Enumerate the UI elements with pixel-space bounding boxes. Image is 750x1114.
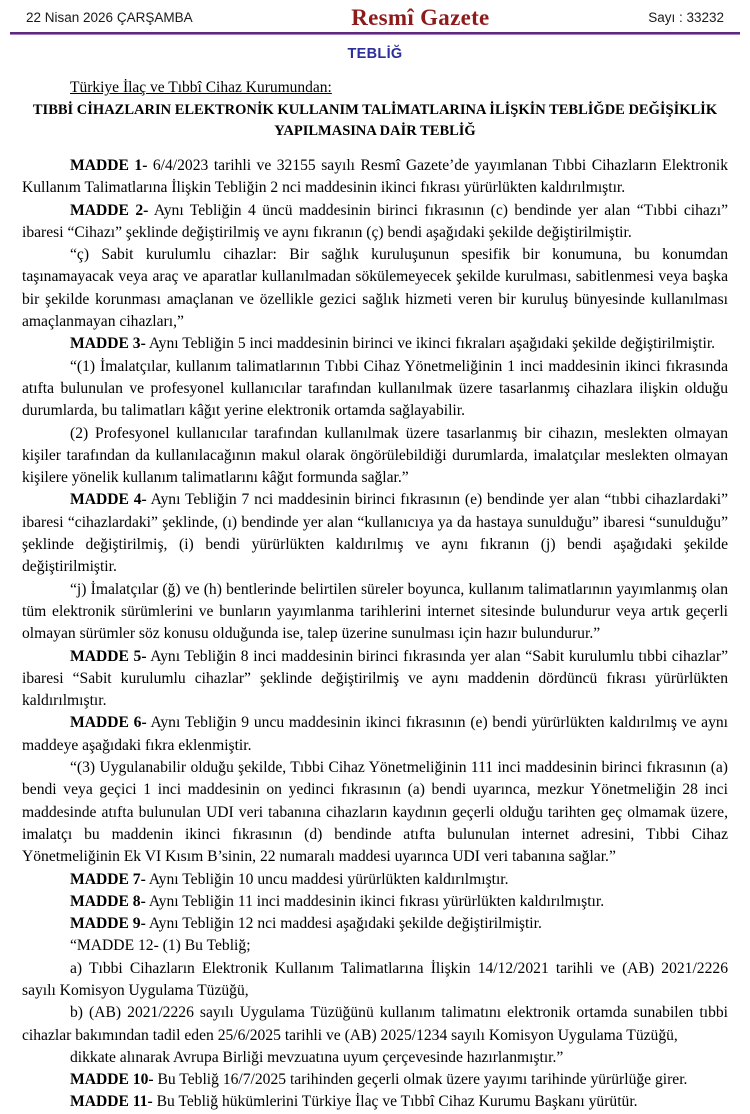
header-divider: [10, 32, 740, 35]
paragraph: MADDE 10- Bu Tebliğ 16/7/2025 tarihinden geçerli olmak üzere yayımı tarihinde yürürlüğe girer.: [70, 1071, 688, 1089]
paragraph: MADDE 3- Aynı Tebliğin 5 inci maddesinin birinci ve ikinci fıkraları aşağıdaki şekilde değiştirilmiştir.: [70, 335, 716, 353]
paragraph: “j) İmalatçılar (ğ) ve (h) bentlerinde belirtilen süreler boyunca, kullanım talimatlarının yayımlanmış olan tüm elektronik sürümlerini ve bunların yayımlanma tarihlerini internet sitesinde bulundurur veya artık geçerli olmayan sürümler söz konusu olduğunda ise, talep üzerine sunulması için hazır bulundurur.”: [22, 580, 728, 643]
article-number: MADDE 3-: [70, 335, 146, 353]
article-number: MADDE 11-: [70, 1093, 153, 1111]
paragraph: MADDE 1- 6/4/2023 tarihli ve 32155 sayılı Resmî Gazete’de yayımlanan Tıbbi Cihazların Elektronik Kullanım Talimatlarına İlişkin Tebliğin 2 nci maddesinin ikinci fıkrası yürürlükten kaldırılmıştır.: [22, 157, 728, 197]
article-number: MADDE 5-: [70, 647, 147, 665]
paragraph: “(1) İmalatçılar, kullanım talimatlarının Tıbbi Cihaz Yönetmeliğinin 1 inci maddesinin ikinci fıkrasında atıfta bulunulan ve profesyonel kullanıcılar tarafından kullanılmak üzere tasarlanmış cihazlara ilişkin olduğu durumlarda, bu talimatları kâğıt yerine elektronik ortamda sağlayabilir.: [22, 357, 728, 420]
paragraph: MADDE 5- Aynı Tebliğin 8 inci maddesinin birinci fıkrasında yer alan “Sabit kurulumlu tıbbi cihazlar” ibaresi “Sabit kurulumlu cihazlar” şeklinde değiştirilmiş ve aynı maddenin dördüncü fıkrası yürürlükten kaldırılmıştır.: [22, 647, 728, 710]
notice-body: [22, 155, 728, 1114]
issuer-line: Türkiye İlaç ve Tıbbî Cihaz Kurumundan:: [70, 79, 332, 96]
notice-title-line-1: TIBBİ CİHAZLARIN ELEKTRONİK KULLANIM TALİMATLARINA İLİŞKİN TEBLİĞDE DEĞİŞİKLİK: [32, 102, 718, 118]
article-number: MADDE 4-: [70, 491, 147, 509]
section-heading: TEBLİĞ: [347, 46, 403, 62]
article-number: MADDE 7-: [70, 870, 146, 888]
gazette-date: 22 Nisan 2026 ÇARŞAMBA: [26, 10, 193, 25]
paragraph: b) (AB) 2021/2226 sayılı Uygulama Tüzüğünü kullanım talimatını elektronik ortamda sunabilen tıbbi cihazlar bakımından tadil eden 25/6/2025 tarihli ve (AB) 2025/1234 sayılı Komisyon Uygulama Tüzüğü,: [22, 1004, 728, 1044]
paragraph: “ç) Sabit kurulumlu cihazlar: Bir sağlık kuruluşunun spesifik bir konumuna, bu konumdan taşınamayacak veya araç ve aparatlar kullanılmadan sökülemeyecek şekilde kurulması, sabitlenmesi veya başka bir şekilde korunması amaçlanan ve özellikle gezici sağlık hizmeti veren bir kuruluş bünyesinde kullanılması amaçlanmayan cihazları,”: [22, 246, 728, 331]
article-number: MADDE 2-: [70, 201, 149, 219]
gazette-masthead: Resmî Gazete: [351, 5, 490, 30]
notice-title-line-2: YAPILMASINA DAİR TEBLİĞ: [274, 123, 476, 139]
article-number: MADDE 6-: [70, 714, 147, 732]
paragraph: MADDE 4- Aynı Tebliğin 7 nci maddesinin birinci fıkrasının (e) bendinde yer alan “tıbbi cihazlardaki” ibaresi “cihazlardaki” şeklinde, (ı) bendinde yer alan “kullanıcıya ya da hastaya sunulduğu” ibaresi “sunulduğu” şeklinde değiştirilmiş, (i) bendi yürürlükten kaldırılmış ve aynı fıkranın (j) bendi aşağıdaki şekilde değiştirilmiştir.: [22, 491, 728, 576]
gazette-header: [22, 0, 728, 30]
paragraph: “(3) Uygulanabilir olduğu şekilde, Tıbbi Cihaz Yönetmeliğinin 111 inci maddesinin birinci fıkrasının (a) bendi veya geçici 1 inci maddesinin on yedinci fıkrasının (a) bendi uyarınca, mezkur Yönetmeliğin 28 inci maddesinde atıfta bulunulan UDI veri tabanına cihazların kaydının geçerli olduğu tarihten geç olmamak üzere, imalatçı bu maddenin ikinci fıkrasının (d) bendinde atıfta bulunulan internet adresini, Tıbbi Cihaz Yönetmeliğinin Ek VI Kısım B’sinin, 22 numaralı maddesi uyarınca UDI veri tabanına sağlar.”: [22, 759, 728, 866]
paragraph: a) Tıbbi Cihazların Elektronik Kullanım Talimatlarına İlişkin 14/12/2021 tarihli ve (AB) 2021/2226 sayılı Komisyon Uygulama Tüzüğü,: [22, 959, 728, 999]
paragraph: MADDE 9- Aynı Tebliğin 12 nci maddesi aşağıdaki şekilde değiştirilmiştir.: [70, 915, 542, 933]
article-number: MADDE 1-: [70, 157, 148, 174]
paragraph: MADDE 11- Bu Tebliğ hükümlerini Türkiye İlaç ve Tıbbî Cihaz Kurumu Başkanı yürütür.: [70, 1093, 638, 1111]
paragraph: MADDE 7- Aynı Tebliğin 10 uncu maddesi yürürlükten kaldırılmıştır.: [70, 870, 509, 888]
article-number: MADDE 8-: [70, 892, 146, 910]
paragraph: “MADDE 12- (1) Bu Tebliğ;: [70, 937, 251, 955]
article-number: MADDE 10-: [70, 1071, 154, 1089]
notice-title: [22, 100, 728, 142]
paragraph: MADDE 8- Aynı Tebliğin 11 inci maddesinin ikinci fıkrası yürürlükten kaldırılmıştır.: [70, 892, 605, 910]
gazette-issue-number: Sayı : 33232: [648, 10, 724, 25]
paragraph: MADDE 2- Aynı Tebliğin 4 üncü maddesinin birinci fıkrasının (c) bendinde yer alan “Tıbbi cihazı” ibaresi “Cihazı” şeklinde değiştirilmiş ve aynı fıkranın (ç) bendi aşağıdaki şekilde değiştirilmiştir.: [22, 201, 728, 241]
paragraph: dikkate alınarak Avrupa Birliği mevzuatına uyum çerçevesinde hazırlanmıştır.”: [70, 1048, 564, 1066]
paragraph: (2) Profesyonel kullanıcılar tarafından kullanılmak üzere tasarlanmış bir cihazın, meslekten olmayan kişiler tarafından da kullanılacağının makul olarak öngörülebildiği durumlarda, imalatçılar meslekten olmayan kişilere yönelik kullanım talimatlarını kâğıt formunda sağlar.”: [22, 424, 728, 487]
paragraph: MADDE 6- Aynı Tebliğin 9 uncu maddesinin ikinci fıkrasının (e) bendi yürürlükten kaldırılmış ve aynı maddeye aşağıdaki fıkra eklenmiştir.: [22, 714, 728, 754]
article-number: MADDE 9-: [70, 915, 146, 933]
